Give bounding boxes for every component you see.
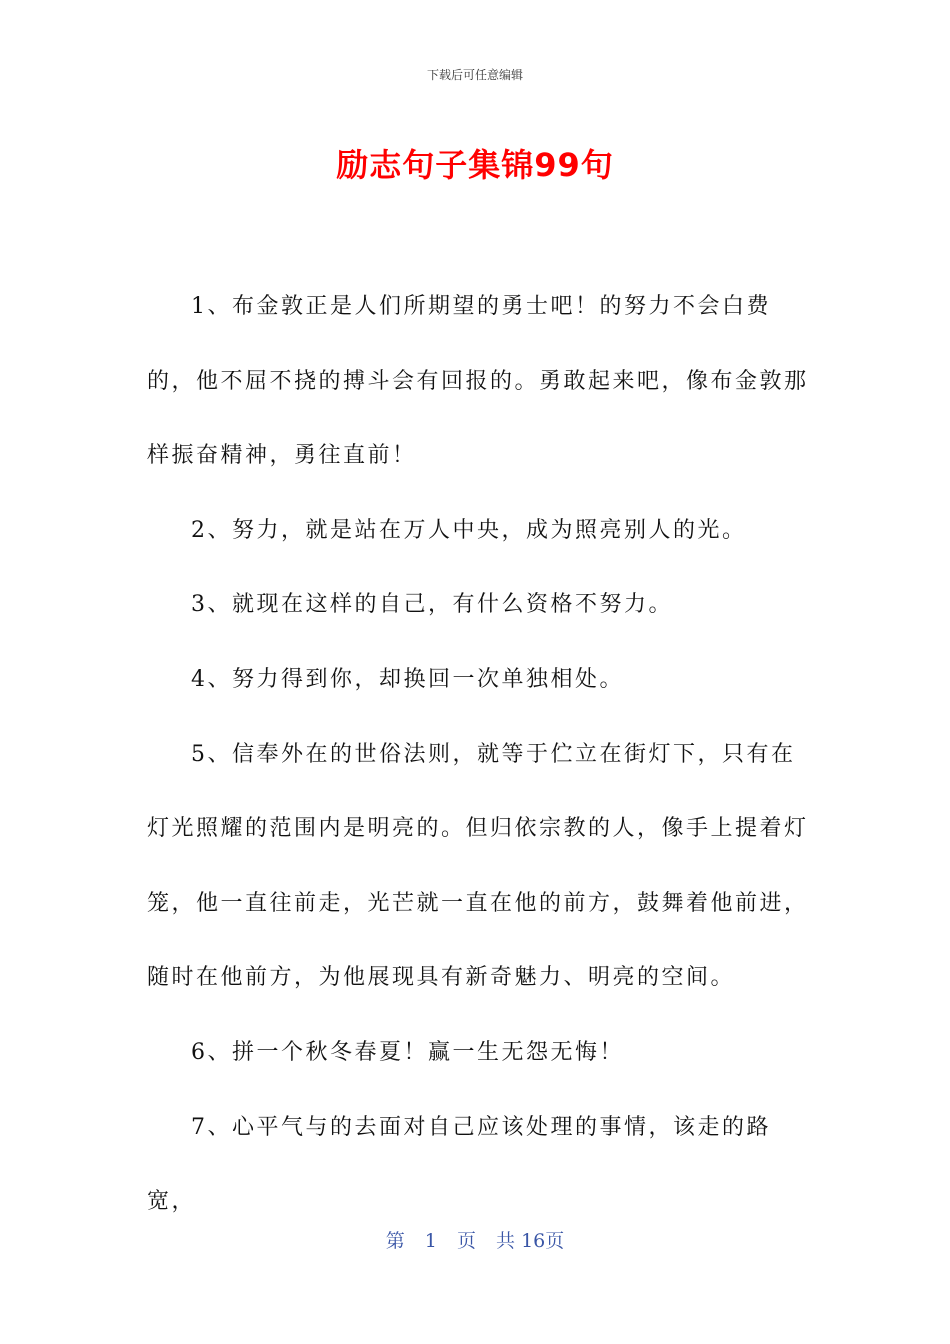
paragraph-1: 1、布金敦正是人们所期望的勇士吧！的努力不会白费的，他不屈不挠的搏斗会有回报的。勇敢起来吧，像布金敦那样振奋精神，勇往直前！ — [147, 294, 809, 469]
page-prefix: 第 — [385, 1230, 405, 1252]
document-body — [147, 270, 817, 1240]
paragraph-6: 6、拼一个秋冬春夏！赢一生无怨无悔！ — [191, 1039, 624, 1065]
paragraph-2: 2、努力，就是站在万人中央，成为照亮别人的光。 — [191, 517, 747, 543]
page-total: 16页 — [521, 1230, 565, 1252]
paragraph-4: 4、努力得到你，却换回一次单独相处。 — [191, 666, 624, 692]
page-current: 1 — [424, 1230, 437, 1252]
header-note: 下载后可任意编辑 — [426, 68, 523, 82]
page-footer — [0, 1226, 950, 1253]
paragraph-7: 7、心平气与的去面对自己应该处理的事情，该走的路宽， — [147, 1114, 771, 1215]
document-title: 励志句子集锦99句 — [336, 146, 614, 184]
paragraph-5: 5、信奉外在的世俗法则，就等于伫立在街灯下，只有在灯光照耀的范围内是明亮的。但归依宗教的人，像手上提着灯笼，他一直往前走，光芒就一直在他的前方，鼓舞着他前进，随时在他前方，为他展现具有新奇魅力、明亮的空间。 — [147, 741, 809, 991]
page-mid: 页 — [456, 1230, 476, 1252]
page-total-prefix: 共 — [496, 1230, 516, 1252]
paragraph-3: 3、就现在这样的自己，有什么资格不努力。 — [191, 592, 673, 618]
